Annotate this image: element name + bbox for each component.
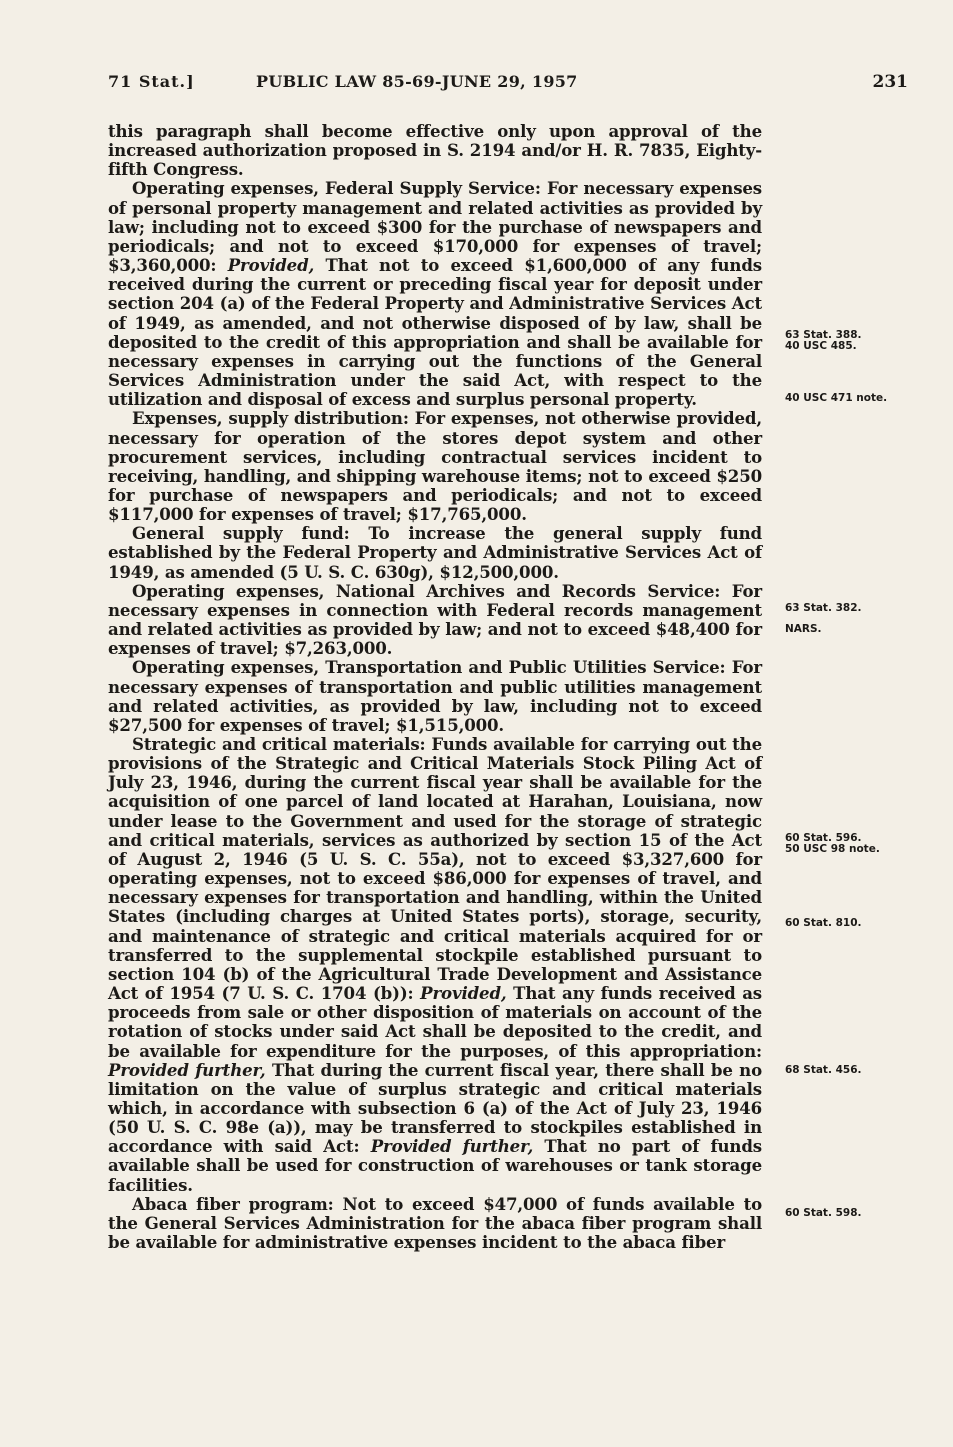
margin-note-60-stat-598: 60 Stat. 598.: [785, 1207, 862, 1219]
paragraph-continuation: this paragraph shall become effective only upon approval of the increased authorization proposed in S. 2194 and/or H. R. 7835, Eighty-fifth Congress.: [108, 121, 762, 180]
paragraph-national-archives: Operating expenses, National Archives and Records Service: For necessary expenses in connection with Federal records management and related activities as provided by law; and not to exceed $48,400 for expenses of travel; $7,263,000.: [108, 580, 762, 659]
margin-note-40-usc-471: 40 USC 471 note.: [785, 392, 888, 404]
page-title: PUBLIC LAW 85-69-JUNE 29, 1957: [256, 72, 578, 91]
margin-note-68-stat-456: 68 Stat. 456.: [785, 1064, 862, 1076]
running-header: [108, 72, 908, 96]
paragraph-supply-distribution: Expenses, supply distribution: For expenses, not otherwise provided, necessary for operation of the stores depot system and other procurement services, including contractual services incident to receiving, handling, and shipping warehouse items; not to exceed $250 for purchase of newspapers and periodicals; and not to exceed $117,000 for expenses of travel; $17,765,000.: [108, 408, 762, 525]
volume-reference: 71 Stat.]: [108, 72, 195, 91]
paragraph-federal-supply-service: Operating expenses, Federal Supply Service: For necessary expenses of personal property management and related activities as provided by law; including not to exceed $300 for the purchase of newspapers and periodicals; and not to exceed $170,000 for expenses of travel; $3,360,000: Provided, That not to exceed $1,600,000 of any funds received during the current or preceding fiscal year for deposit under section 204 (a) of the Federal Property and Administrative Services Act of 1949, as amended, and not otherwise disposed of by law, shall be deposited to the credit of this appropriation and shall be available for necessary expenses in carrying out the functions of the General Services Administration under the said Act, with respect to the utilization and disposal of excess and surplus personal property.: [108, 178, 762, 410]
margin-note-60-stat-596: 60 Stat. 596. 50 USC 98 note.: [785, 832, 880, 855]
margin-note-63-stat-388: 63 Stat. 388. 40 USC 485.: [785, 329, 862, 352]
paragraph-abaca-fiber: Abaca fiber program: Not to exceed $47,000 of funds available to the General Services Administration for the abaca fiber program shall be available for administrative expenses incident to the abaca fiber: [108, 1193, 762, 1253]
margin-note-nars: NARS.: [785, 623, 822, 635]
margin-note-63-stat-382: 63 Stat. 382.: [785, 602, 862, 614]
paragraph-general-supply-fund: General supply fund: To increase the general supply fund established by the Federal Property and Administrative Services Act of 1949, as amended (5 U. S. C. 630g), $12,500,000.: [108, 523, 762, 582]
page-number: 231: [872, 72, 908, 92]
paragraph-transportation-utilities: Operating expenses, Transportation and Public Utilities Service: For necessary expenses of transportation and public utilities management and related activities, as provided by law, including not to exceed $27,500 for expenses of travel; $1,515,000.: [108, 657, 762, 735]
margin-note-60-stat-810: 60 Stat. 810.: [785, 917, 862, 929]
statute-body: [108, 122, 762, 1252]
paragraph-strategic-materials: Strategic and critical materials: Funds available for carrying out the provisions of the Strategic and Critical Materials Stock Piling Act of July 23, 1946, during the current fiscal year shall be available for the acquisition of one parcel of land located at Harahan, Louisiana, now under lease to the Government and used for the storage of strategic and critical materials, services as authorized by section 15 of the Act of August 2, 1946 (5 U. S. C. 55a), not to exceed $3,327,600 for operating expenses, not to exceed $86,000 for expenses of travel, and necessary expenses for transportation and handling, within the United States (including charges at United States ports), storage, security, and maintenance of strategic and critical materials acquired for or transferred to the supplemental stockpile established pursuant to section 104 (b) of the Agricultural Trade Development and Assistance Act of 1954 (7 U. S. C. 1704 (b)): Provided, That any funds received as proceeds from sale or other disposition of materials on account of the rotation of stocks under said Act shall be deposited to the credit, and be available for expenditure for the purposes, of this appropriation: Provided further, That during the current fiscal year, there shall be no limitation on the value of surplus strategic and critical materials which, in accordance with subsection 6 (a) of the Act of July 23, 1946 (50 U. S. C. 98e (a)), may be transferred to stockpiles established in accordance with said Act: Provided further, That no part of funds available shall be used for construction of warehouses or tank storage facilities.: [108, 734, 762, 1195]
